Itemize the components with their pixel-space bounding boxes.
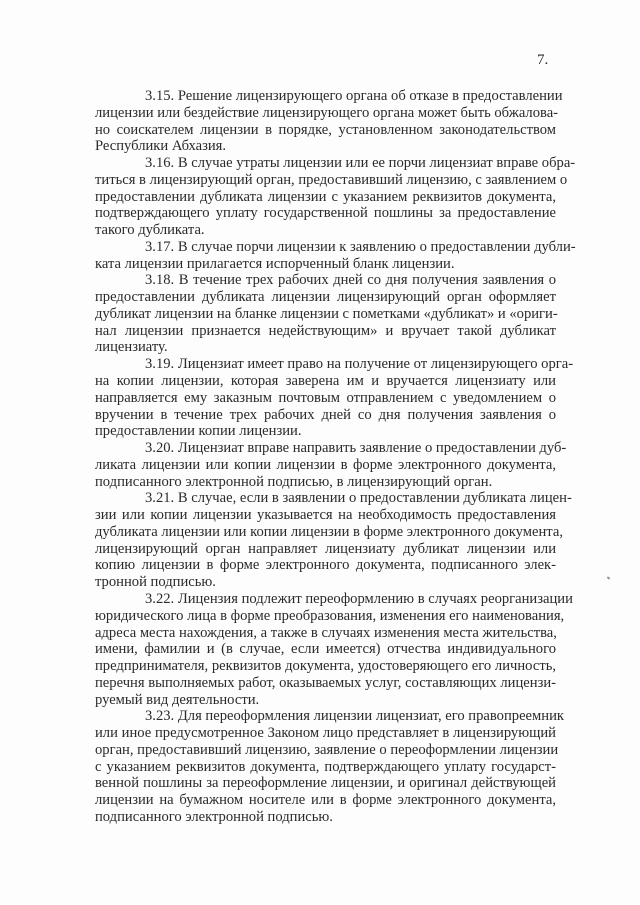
text-line: адреса места нахождения, а также в случаях изменения места жительства, — [95, 624, 557, 641]
text-line: 3.19. Лицензиат имеет право на получение от лицензирующего орга- — [145, 356, 574, 373]
text-line: на копии лицензии, которая заверена им и вручается лицензиату или — [95, 373, 556, 390]
paragraph — [95, 356, 574, 440]
text-line: вручении в течение трех рабочих дней со дня получения заявления о — [95, 406, 556, 423]
text-line: 3.22. Лицензия подлежит переоформлению в случаях реорганизации — [145, 590, 573, 607]
text-line: лицензирующий орган направляет лицензиату дубликат лицензии или — [95, 540, 556, 557]
scan-speck — [607, 576, 611, 579]
text-line: титься в лицензирующий орган, предоставивший лицензию, с заявлением о — [95, 171, 568, 188]
text-line: ликата лицензии или копии лицензии в форме электронного документа, — [95, 456, 556, 473]
text-line: 3.21. В случае, если в заявлении о предоставлении дубликата лицен- — [145, 490, 572, 507]
text-line: тронной подписью. — [95, 574, 216, 591]
text-line: имени, фамилии и (в случае, если имеется) отчества индивидуального — [95, 641, 556, 658]
text-line: 3.20. Лицензиат вправе направить заявление о предоставлении дуб- — [145, 440, 567, 457]
text-line: 3.17. В случае порчи лицензии к заявлению о предоставлении дубли- — [145, 238, 576, 255]
text-line: лицензии на бумажном носителе или в форме электронного документа, — [95, 792, 556, 809]
text-line: дубликата лицензии или копии лицензии в форме электронного документа, — [95, 523, 563, 540]
text-line: 3.23. Для переоформления лицензии лицензиат, его правопреемник — [145, 708, 564, 725]
text-line: орган, предоставивший лицензию, заявление о переоформлении лицензии — [95, 741, 559, 758]
text-line: направляется ему заказным почтовым отправлением с уведомлением о — [95, 389, 556, 406]
text-line: подписанного электронной подписью. — [95, 808, 333, 825]
paragraph — [95, 155, 576, 239]
text-line: такого дубликата. — [95, 222, 205, 239]
text-line: предоставлении дубликата лицензии с указанием реквизитов документа, — [95, 188, 556, 205]
paragraph — [95, 708, 564, 825]
text-line: предоставлении копии лицензии. — [95, 423, 302, 440]
page-number: 7. — [537, 52, 549, 68]
text-line: 3.18. В течение трех рабочих дней со дня получения заявления о — [145, 272, 556, 289]
text-line: 3.15. Решение лицензирующего органа об отказе в предоставлении — [145, 88, 563, 104]
text-line: Республики Абхазия. — [95, 138, 227, 155]
paragraph — [95, 272, 556, 356]
text-line: ката лицензии прилагается испорченный бланк лицензии. — [95, 255, 455, 272]
text-line: юридического лица в форме преобразования, изменения его наименования, — [95, 607, 565, 624]
text-line: с указанием реквизитов документа, подтверждающего уплату государст- — [95, 758, 556, 775]
text-line: копию лицензии в форме электронного документа, подписанного элек- — [95, 557, 556, 574]
paragraph — [95, 590, 573, 708]
paragraph — [95, 490, 572, 591]
text-line: дубликат лицензии на бланке лицензии с пометками «дубликат» и «ориги- — [95, 305, 558, 322]
document-body — [95, 88, 576, 826]
text-line: венной пошлины за переоформление лицензии, и оригинал действующей — [95, 775, 556, 792]
paragraph — [95, 440, 567, 490]
text-line: руемый вид деятельности. — [95, 691, 260, 708]
text-line: перечня выполняемых работ, оказываемых услуг, составляющих лицензи- — [95, 674, 556, 691]
text-line: зии или копии лицензии указывается на необходимость предоставления — [95, 507, 556, 524]
text-line: но соискателем лицензии в порядке, установленном законодательством — [95, 121, 556, 138]
text-line: предоставлении дубликата лицензии лицензирующий орган оформляет — [95, 289, 556, 306]
text-line: лицензиату. — [95, 339, 168, 356]
paragraph — [95, 88, 563, 155]
text-line: подписанного электронной подписью, в лицензирующий орган. — [95, 473, 493, 490]
text-line: лицензии или бездействие лицензирующего органа может быть обжалова- — [95, 104, 559, 121]
text-line: 3.16. В случае утраты лицензии или ее порчи лицензиат вправе обра- — [145, 155, 576, 172]
text-line: предпринимателя, реквизитов документа, удостоверяющего его личность, — [95, 658, 556, 675]
text-line: подтверждающего уплату государственной пошлины за предоставление — [95, 205, 556, 222]
text-line: или иное предусмотренное Законом лицо представляет в лицензирующий — [95, 725, 556, 742]
paragraph — [95, 238, 576, 273]
text-line: нал лицензии признается недействующим» и вручает такой дубликат — [95, 322, 556, 339]
